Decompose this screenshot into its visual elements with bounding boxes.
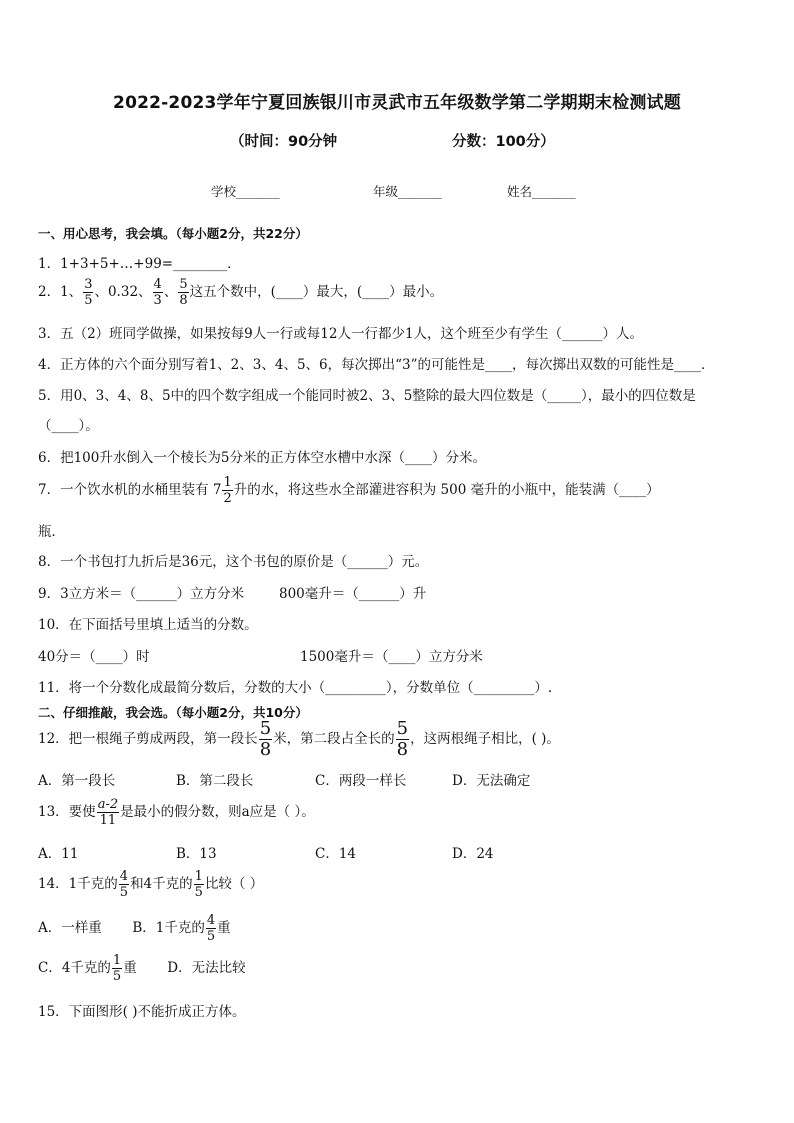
q12-option-d[interactable]: D．无法确定 — [452, 773, 531, 789]
q14-f2-den: 5 — [194, 885, 203, 900]
q14-options-ab — [38, 914, 231, 943]
question-7 — [38, 476, 660, 505]
q7-suffix: 升的水，将这些水全部灌进容积为 500 毫升的小瓶中，能装满（____） — [233, 482, 660, 498]
exam-title: 2022-2023学年宁夏回族银川市灵武市五年级数学第二学期期末检测试题 — [113, 93, 681, 113]
question-5-cont: （____）。 — [38, 418, 99, 434]
question-9a: 9．3立方米＝（______）立方分米 — [38, 586, 245, 602]
q2-f1-den: 5 — [84, 293, 93, 308]
question-4: 4．正方体的六个面分别写着1、2、3、4、5、6，每次掷出“3”的可能性是____，每次掷出双数的可能性是____． — [38, 357, 715, 373]
question-10: 10．在下面括号里填上适当的分数。 — [38, 617, 258, 633]
q14c-suffix: 重 — [123, 960, 137, 976]
q14-option-d[interactable]: D．无法比较 — [167, 960, 246, 976]
fraction-5-8 — [178, 278, 188, 307]
question-10a: 40分＝（____）时 — [38, 649, 150, 665]
q14b-num: 4 — [206, 913, 216, 928]
question-7-cont: 瓶． — [38, 524, 65, 540]
school-field[interactable]: 学校_______ — [211, 184, 280, 199]
q14c-fraction — [112, 954, 122, 983]
q7-den: 2 — [223, 491, 232, 506]
exam-score: 分数：100分） — [452, 134, 555, 150]
exam-time: （时间：90分钟 — [230, 134, 338, 150]
q13-prefix: 13．要使 — [38, 804, 96, 820]
q7-num: 1 — [223, 475, 232, 490]
q2-f2-den: 3 — [153, 293, 162, 308]
question-10b: 1500毫升＝（____）立方分米 — [300, 649, 483, 665]
name-field[interactable]: 姓名_______ — [507, 184, 576, 199]
q14b-suffix: 重 — [217, 920, 231, 936]
q13-option-a[interactable]: A．11 — [38, 846, 79, 862]
q13-option-c[interactable]: C．14 — [315, 846, 357, 862]
question-13 — [38, 798, 315, 827]
q12-f2-num: 5 — [396, 718, 409, 739]
q12-prefix: 12．把一根绳子剪成两段，第一段长 — [38, 731, 258, 747]
q14-suffix: 比较（ ） — [204, 876, 264, 892]
q12-option-c[interactable]: C．两段一样长 — [315, 773, 407, 789]
q14b-den: 5 — [206, 929, 216, 944]
q2-f2-num: 4 — [153, 277, 162, 292]
q14-prefix: 14．1千克的 — [38, 876, 118, 892]
fraction-1-5 — [194, 870, 204, 899]
q14-f1-den: 5 — [119, 885, 129, 900]
q14-option-c[interactable] — [38, 953, 137, 984]
q12-f2-den: 8 — [396, 739, 409, 760]
question-2 — [38, 278, 443, 307]
fraction-a-2-11 — [97, 798, 119, 827]
section2-heading: 二、仔细推敲，我会选。（每小题2分，共10分） — [38, 705, 308, 720]
q12-suffix: ，这两根绳子相比，( )。 — [410, 731, 560, 747]
question-6: 6．把100升水倒入一个棱长为5分米的正方体空水槽中水深（____）分米。 — [38, 450, 486, 466]
q13-suffix: 是最小的假分数，则a应是（ ）。 — [120, 804, 315, 820]
q14-options-cd — [38, 954, 246, 983]
q13-option-b[interactable]: B．13 — [176, 846, 217, 862]
q7-prefix: 7．一个饮水机的水桶里装有 7 — [38, 482, 222, 498]
q2-mid2: 、 — [163, 284, 178, 300]
q14b-prefix: B．1千克的 — [132, 920, 205, 936]
question-8: 8．一个书包打九折后是36元，这个书包的原价是（______）元。 — [38, 554, 429, 570]
q14b-fraction — [206, 914, 216, 943]
q2-mid1: 、0.32、 — [94, 284, 152, 300]
question-15: 15．下面图形( )不能折成正方体。 — [38, 1004, 246, 1020]
q14-mid: 和4千克的 — [130, 876, 193, 892]
question-5: 5．用0、3、4、8、5中的四个数字组成一个能同时被2、3、5整除的最大四位数是（_____），最小的四位数是 — [38, 388, 696, 404]
question-1: 1．1+3+5+…+99=________． — [38, 256, 241, 272]
q2-f3-den: 8 — [179, 293, 188, 308]
q14-f1-num: 4 — [119, 869, 129, 884]
fraction-5-8-a — [259, 720, 272, 759]
q12-f1-den: 8 — [259, 739, 272, 760]
q14c-prefix: C．4千克的 — [38, 960, 111, 976]
fraction-4-5 — [119, 870, 129, 899]
q13-num: a-2 — [97, 797, 119, 812]
q13-option-d[interactable]: D．24 — [452, 846, 494, 862]
fraction-5-8-b — [396, 720, 409, 759]
fraction-4-3 — [153, 278, 163, 307]
question-9b: 800毫升＝（______）升 — [279, 586, 427, 602]
q14-option-a[interactable]: A．一样重 — [38, 920, 102, 936]
q2-f1-num: 3 — [84, 277, 93, 292]
question-11: 11．将一个分数化成最简分数后，分数的大小（_________），分数单位（_________）. — [38, 680, 553, 696]
grade-field[interactable]: 年级_______ — [373, 184, 442, 199]
q14c-den: 5 — [112, 969, 122, 984]
fraction-3-5 — [83, 278, 93, 307]
q12-option-b[interactable]: B．第二段长 — [176, 773, 254, 789]
q12-option-a[interactable]: A．第一段长 — [38, 773, 116, 789]
q2-f3-num: 5 — [179, 277, 188, 292]
q14-option-b[interactable] — [132, 913, 231, 944]
fraction-1-2 — [222, 476, 232, 505]
q12-mid: 米，第二段占全长的 — [273, 731, 395, 747]
q14c-num: 1 — [112, 953, 122, 968]
q14-f2-num: 1 — [194, 869, 203, 884]
q12-f1-num: 5 — [259, 718, 272, 739]
q2-suffix: 这五个数中，(____）最大，(____）最小。 — [189, 284, 444, 300]
question-12 — [38, 720, 560, 759]
q13-den: 11 — [99, 813, 117, 828]
q2-prefix: 2．1、 — [38, 284, 83, 300]
question-14 — [38, 870, 263, 899]
question-3: 3．五（2）班同学做操，如果按每9人一行或每12人一行都少1人，这个班至少有学生（______）人。 — [38, 326, 644, 342]
section1-heading: 一、用心思考，我会填。（每小题2分，共22分） — [38, 226, 308, 241]
